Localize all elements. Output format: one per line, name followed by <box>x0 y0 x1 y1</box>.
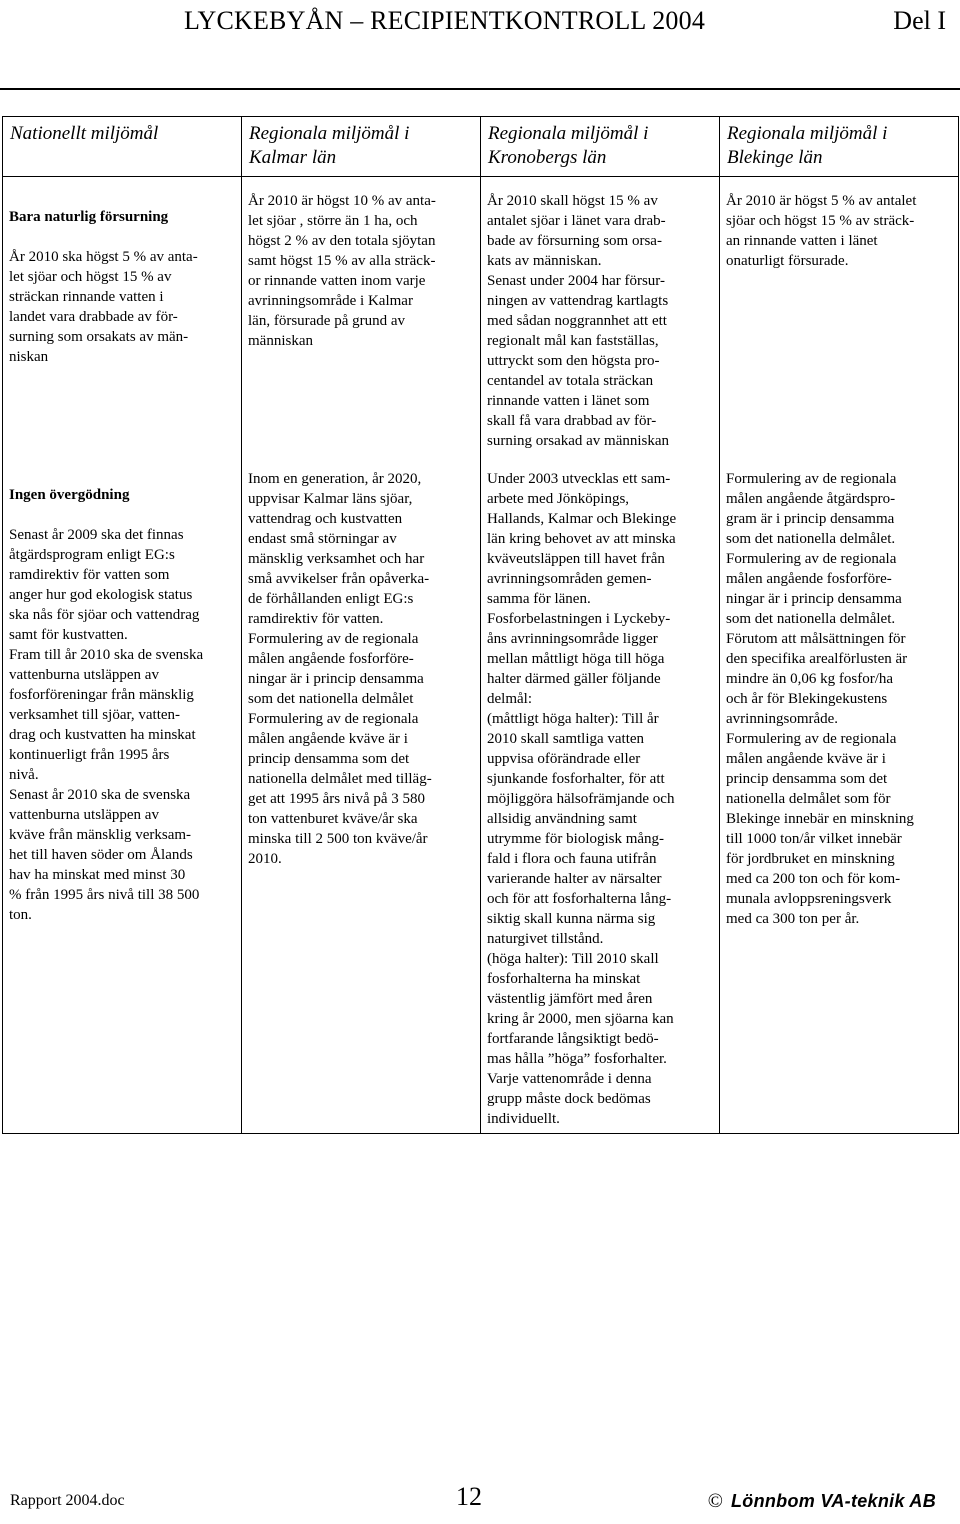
header-divider <box>0 88 960 90</box>
goal-heading-eutrophication: Ingen övergödning <box>9 487 130 503</box>
national-acidification-text: År 2010 ska högst 5 % av anta- let sjöar och högst 15 % av sträckan rinnande vatten i landet vara drabbade av för- surning som orsakats av män- niskan <box>9 249 198 365</box>
column-heading-kronoberg: Regionala miljömål i Kronobergs län <box>481 117 720 177</box>
report-part-label: Del I <box>893 6 946 35</box>
company-name: Lönnbom VA-teknik AB <box>731 1491 936 1511</box>
kalmar-eutrophication-text: Inom en generation, år 2020, uppvisar Kalmar läns sjöar, vattendrag och kustvatten endast små störningar av mänsklig verksamhet och har små avvikelser från opåverka- de förhållanden enligt EG:s ramdirektiv för vatten. Formulering av de regionala målen angående fosforföre- ningar är i princip densamma som det nationella delmålet Formulering av de regionala målen angående kväve är i princip densamma som det nationella delmålet med tilläg- get att 1995 års nivå på 3 580 ton vattenburet kväve/år ska minska till 2 500 ton kväve/år 2010. <box>248 471 432 867</box>
column-heading-kalmar: Regionala miljömål i Kalmar län <box>242 117 481 177</box>
kronoberg-eutrophication-text: Under 2003 utvecklas ett sam- arbete med Jönköpings, Hallands, Kalmar och Blekinge län kring behovet av att minska kväveutsläppen till havet från avrinningsområden gemen- samma för länen. Fosforbelastningen i Lyckeby- åns avrinningsområde ligger mellan måttligt höga till höga halter därmed gäller följande delmål: (måttligt höga halter): Till år 2010 skall samtliga vatten uppvisa oförändrade eller sjunkande fosforhalter, för att möjliggöra hälsofrämjande och allsidig användning samt utrymme för biologisk mång- fald i flora och fauna utifrån varierande halter av närsalter och för att fosforhalterna lång- siktig skall kunna närma sig naturgivet tillstånd. (höga halter): Till 2010 skall fosforhalterna ha minskat västentlig jämfört med åren kring år 2000, men sjöarna kan fortfarande långsiktigt bedö- mas hålla ”höga” fosforhalter. Varje vattenområde i denna grupp måste dock bedömas individuellt. <box>487 471 677 1127</box>
page-footer <box>0 1470 960 1524</box>
blekinge-goals-cell <box>720 177 959 1134</box>
kronoberg-goals-cell <box>481 177 720 1134</box>
document-filename: Rapport 2004.doc <box>10 1492 125 1509</box>
environmental-goals-table <box>2 116 959 1134</box>
page-header <box>0 0 960 60</box>
column-heading-blekinge: Regionala miljömål i Blekinge län <box>720 117 959 177</box>
page-number: 12 <box>456 1482 482 1511</box>
kalmar-acidification-text: År 2010 är högst 10 % av anta- let sjöar , större än 1 ha, och högst 2 % av den totala sjöytan samt högst 15 % av alla sträck- or rinnande vatten inom varje avrinningsområde i Kalmar län, försurade på grund av människan <box>248 193 436 349</box>
goal-heading-acidification: Bara naturlig försurning <box>9 209 169 225</box>
kronoberg-acidification-text: År 2010 skall högst 15 % av antalet sjöar i länet vara drab- bade av försurning som orsa- kats av människan. Senast under 2004 har försur- ningen av vattendrag kartlagts med sådan noggrannhet att ett regionalt mål kan fastställas, uttryckt som den högsta pro- centandel av totala sträckan rinnande vatten i länet som skall få vara drabbad av för- surning orsakad av människan <box>487 193 670 449</box>
blekinge-eutrophication-text: Formulering av de regionala målen angående åtgärdspro- gram är i princip densamma som det nationella delmålet. Formulering av de regionala målen angående fosforföre- ningar är i princip densamma som det nationella delmålet. Förutom att målsättningen för den specifika arealförlusten är mindre än 0,06 kg fosfor/ha och år för Blekingekustens avrinningsområde. Formulering av de regionala målen angående kväve är i princip densamma som det nationella delmålet som för Blekinge innebär en minskning till 1000 ton/år vilket innebär för jordbruket en minskning med ca 200 ton och för kom- munala avloppsreningsverk med ca 300 ton per år. <box>726 471 914 927</box>
column-heading-national: Nationellt miljömål <box>3 117 242 177</box>
report-title: LYCKEBYÅN – RECIPIENTKONTROLL 2004 <box>184 6 706 35</box>
national-goals-cell <box>3 177 242 1134</box>
kalmar-goals-cell <box>242 177 481 1134</box>
blekinge-acidification-text: År 2010 är högst 5 % av antalet sjöar och högst 15 % av sträck- an rinnande vatten i länet onaturligt försurade. <box>726 193 917 269</box>
copyright-icon: © <box>707 1490 723 1512</box>
company-logo <box>708 1490 936 1513</box>
national-eutrophication-text: Senast år 2009 ska det finnas åtgärdsprogram enligt EG:s ramdirektiv för vatten som anger hur god ekologisk status ska nås för sjöar och vattendrag samt för kustvatten. Fram till år 2010 ska de svenska vattenburna utsläppen av fosforföreningar från mänsklig verksamhet till sjöar, vatten- drag och kustvatten ha minskat kontinuerligt från 1995 års nivå. Senast år 2010 ska de svenska vattenburna utsläppen av kväve från mänsklig verksam- het till haven söder om Ålands hav ha minskat med minst 30 % från 1995 års nivå till 38 500 ton. <box>9 527 204 923</box>
